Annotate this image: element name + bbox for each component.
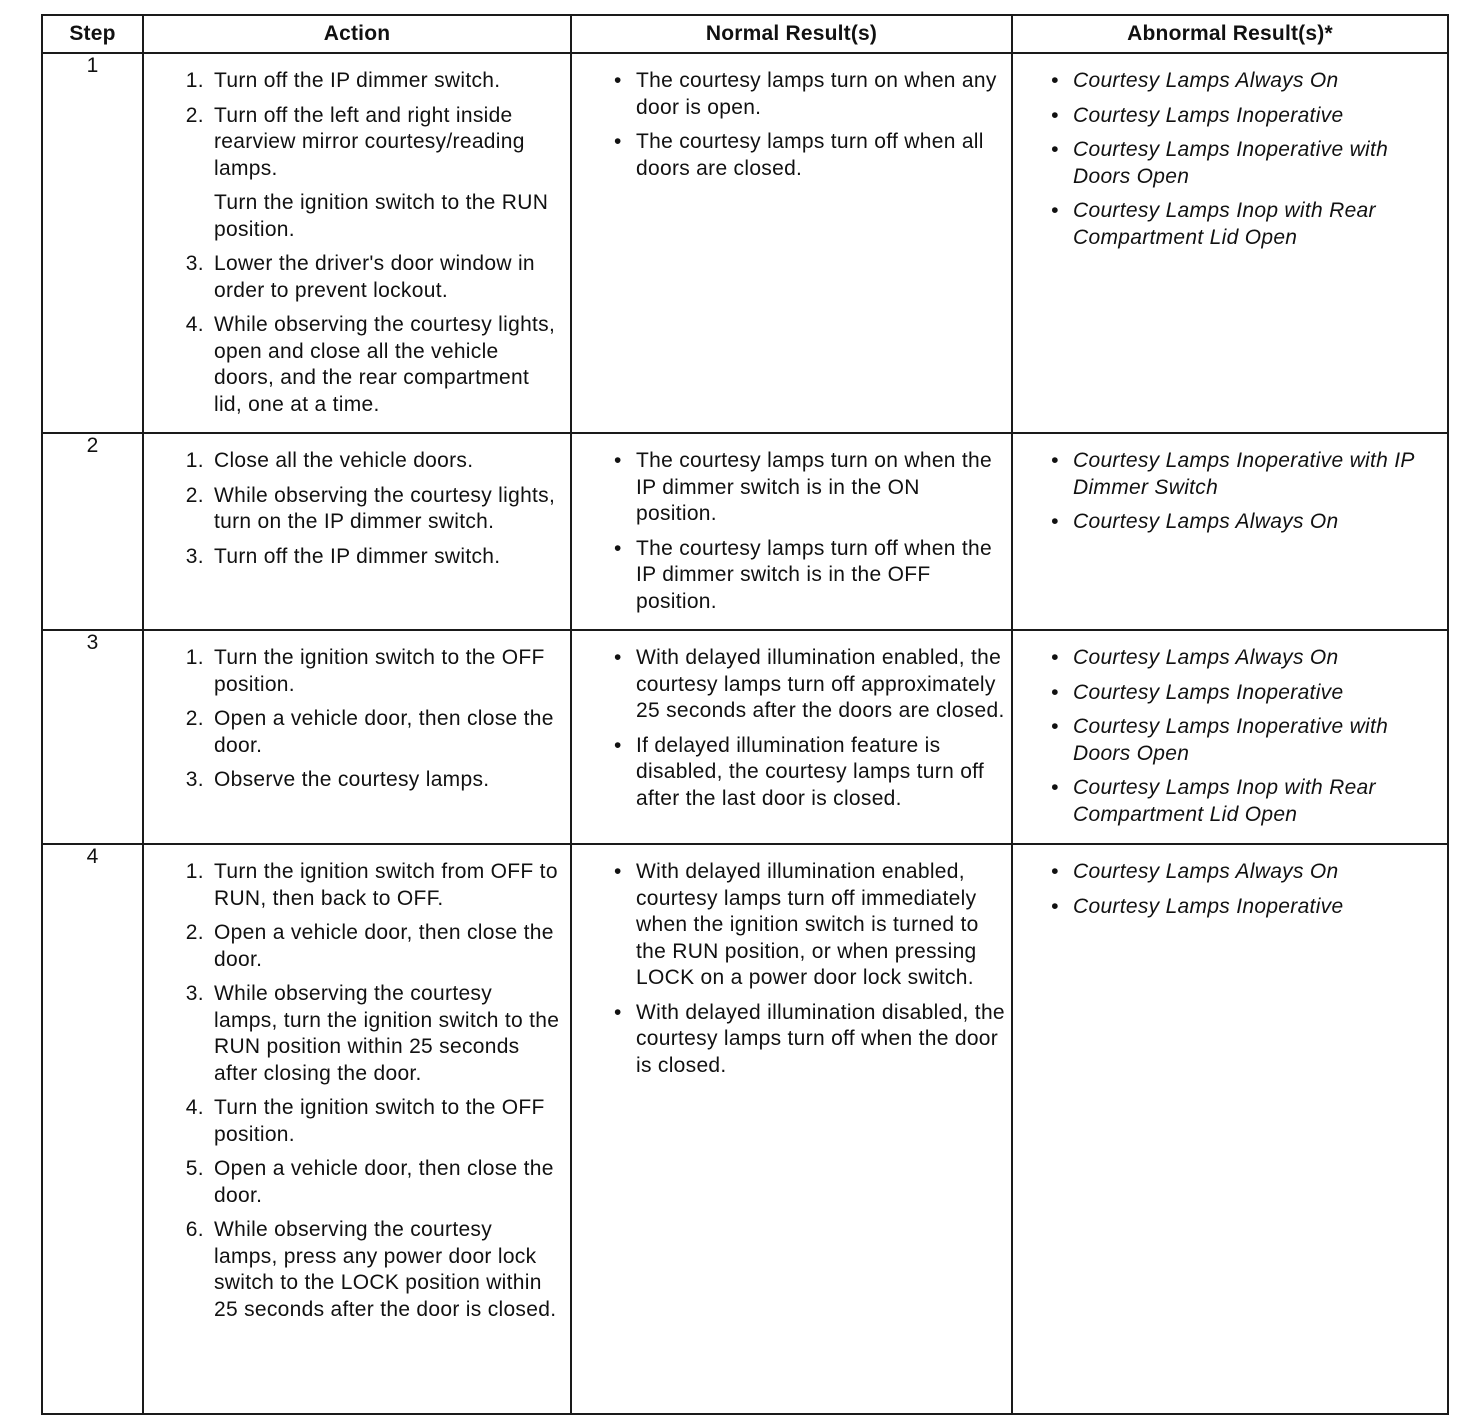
header-action: Action — [143, 15, 571, 53]
abnormal-result-link[interactable]: • Courtesy Lamps Always On — [1073, 645, 1441, 672]
action-item: 2. Open a vehicle door, then close the door. — [210, 706, 560, 759]
action-item: 1. Turn off the IP dimmer switch. — [210, 68, 560, 95]
normal-result-item: • The courtesy lamps turn on when the IP dimmer switch is in the ON position. — [636, 448, 1005, 528]
step-number: 3 — [42, 630, 143, 844]
action-item-text: Turn off the left and right inside rearview mirror courtesy/reading lamps. — [214, 103, 525, 180]
abnormal-results-cell — [1012, 433, 1448, 630]
table-row-step-2 — [42, 433, 1448, 630]
action-item: 2. Open a vehicle door, then close the door. — [210, 920, 560, 973]
abnormal-result-link[interactable]: • Courtesy Lamps Always On — [1073, 859, 1441, 886]
normal-result-item: • With delayed illumination disabled, the courtesy lamps turn off when the door is closed. — [636, 1000, 1005, 1080]
step-number: 1 — [42, 53, 143, 433]
action-cell — [143, 630, 571, 844]
header-row — [42, 15, 1448, 53]
normal-result-item: • With delayed illumination enabled, the courtesy lamps turn off approximately 25 seconds after the doors are closed. — [636, 645, 1005, 725]
abnormal-result-link[interactable]: • Courtesy Lamps Inoperative — [1073, 680, 1441, 707]
abnormal-result-link[interactable]: • Courtesy Lamps Inoperative with Doors Open — [1073, 137, 1441, 190]
normal-result-item: • The courtesy lamps turn off when the IP dimmer switch is in the OFF position. — [636, 536, 1005, 616]
abnormal-results-list — [1013, 54, 1447, 265]
abnormal-results-cell — [1012, 630, 1448, 844]
abnormal-results-cell — [1012, 844, 1448, 1414]
header-abnormal-results: Abnormal Result(s)* — [1012, 15, 1448, 53]
action-item: 4. Turn the ignition switch to the OFF position. — [210, 1095, 560, 1148]
header-normal-results: Normal Result(s) — [571, 15, 1012, 53]
action-item: 3. Observe the courtesy lamps. — [210, 767, 560, 794]
action-item: 3. Turn off the IP dimmer switch. — [210, 544, 560, 571]
normal-result-item: • If delayed illumination feature is disabled, the courtesy lamps turn off after the last door is closed. — [636, 733, 1005, 813]
action-item-extra: Turn the ignition switch to the RUN position. — [214, 191, 549, 241]
abnormal-result-link[interactable]: • Courtesy Lamps Inoperative — [1073, 894, 1441, 921]
normal-results-cell — [571, 844, 1012, 1414]
normal-results-cell — [571, 53, 1012, 433]
action-item: 4. While observing the courtesy lights, open and close all the vehicle doors, and the rear compartment lid, one at a time. — [210, 312, 560, 418]
abnormal-result-link[interactable]: • Courtesy Lamps Inoperative — [1073, 103, 1441, 130]
normal-results-cell — [571, 630, 1012, 844]
action-item: 1. Close all the vehicle doors. — [210, 448, 560, 475]
action-item: 3. Lower the driver's door window in order to prevent lockout. — [210, 251, 560, 304]
abnormal-results-list — [1013, 845, 1447, 934]
abnormal-result-link[interactable]: • Courtesy Lamps Inoperative with Doors Open — [1073, 714, 1441, 767]
normal-result-item: • The courtesy lamps turn off when all doors are closed. — [636, 129, 1005, 182]
abnormal-result-link[interactable]: • Courtesy Lamps Always On — [1073, 68, 1441, 95]
abnormal-result-link[interactable]: • Courtesy Lamps Always On — [1073, 509, 1441, 536]
normal-result-item: • With delayed illumination enabled, courtesy lamps turn off immediately when the ignition switch is turned to the RUN position, or when pressing LOCK on a power door lock switch. — [636, 859, 1005, 992]
normal-results-list — [572, 434, 1011, 629]
diagnostic-table — [41, 14, 1449, 1415]
action-list — [144, 631, 570, 808]
abnormal-results-list — [1013, 434, 1447, 550]
normal-results-list — [572, 845, 1011, 1093]
abnormal-result-link[interactable]: • Courtesy Lamps Inoperative with IP Dimmer Switch — [1073, 448, 1441, 501]
action-list — [144, 54, 570, 432]
action-item: 1. Turn the ignition switch to the OFF position. — [210, 645, 560, 698]
abnormal-results-cell — [1012, 53, 1448, 433]
action-item: 5. Open a vehicle door, then close the door. — [210, 1156, 560, 1209]
header-step: Step — [42, 15, 143, 53]
abnormal-result-link[interactable]: • Courtesy Lamps Inop with Rear Compartment Lid Open — [1073, 198, 1441, 251]
normal-results-list — [572, 631, 1011, 826]
table-row-step-1 — [42, 53, 1448, 433]
action-cell — [143, 433, 571, 630]
table-row-step-3 — [42, 630, 1448, 844]
action-list — [144, 434, 570, 584]
action-item: 2. While observing the courtesy lights, turn on the IP dimmer switch. — [210, 483, 560, 536]
step-number: 2 — [42, 433, 143, 630]
action-list — [144, 845, 570, 1337]
normal-result-item: • The courtesy lamps turn on when any door is open. — [636, 68, 1005, 121]
action-item: 3. While observing the courtesy lamps, turn the ignition switch to the RUN position within 25 seconds after closing the door. — [210, 981, 560, 1087]
action-item — [210, 103, 560, 244]
table-row-step-4 — [42, 844, 1448, 1414]
normal-results-cell — [571, 433, 1012, 630]
action-cell — [143, 53, 571, 433]
normal-results-list — [572, 54, 1011, 196]
action-item: 6. While observing the courtesy lamps, press any power door lock switch to the LOCK position within 25 seconds after the door is closed. — [210, 1217, 560, 1323]
abnormal-result-link[interactable]: • Courtesy Lamps Inop with Rear Compartment Lid Open — [1073, 775, 1441, 828]
abnormal-results-list — [1013, 631, 1447, 842]
action-item: 1. Turn the ignition switch from OFF to RUN, then back to OFF. — [210, 859, 560, 912]
action-cell — [143, 844, 571, 1414]
step-number: 4 — [42, 844, 143, 1414]
